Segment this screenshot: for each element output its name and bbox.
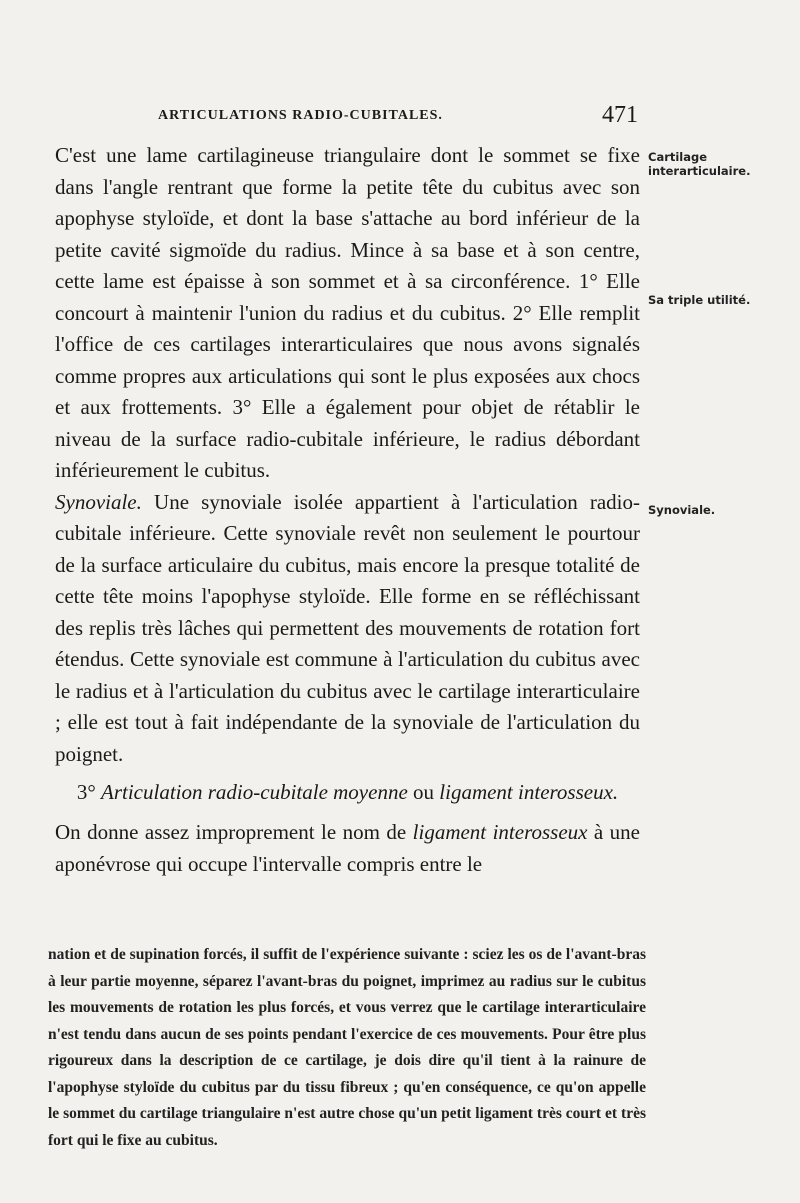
section-or: ou	[413, 780, 435, 804]
margin-note-triple: Sa triple utilité.	[648, 293, 751, 307]
page-header	[58, 104, 638, 130]
page-number: 471	[602, 102, 638, 128]
paragraph-cartilage: C'est une lame cartilagineuse triangulaire dont le sommet se fixe dans l'angle rentrant que forme la petite tête du cubitus avec son apophyse styloïde, et dont la base s'attache au bord inférieur de la petite cavité sigmoïde du radius. Mince à sa base et à son centre, cette lame est épaisse à son sommet et à sa circonférence. 1° Elle concourt à maintenir l'union du radius et du cubitus. 2° Elle remplit l'office de ces cartilages interarticulaires que nous avons signalés comme propres aux articulations qui sont le plus exposées aux chocs et aux frottements. 3° Elle a également pour objet de rétablir le niveau de la surface radio-cubitale inférieure, le radius débordant inférieurement le cubitus.	[55, 143, 640, 482]
main-text	[55, 140, 640, 880]
paragraph-interosseux	[55, 817, 640, 880]
footnote: nation et de supination forcés, il suffit de l'expérience suivante : sciez les os de l'avant-bras à leur partie moyenne, séparez l'avant-bras du poignet, imprimez au radius sur le cubitus les mouvements de rotation les plus forcés, et vous verrez que le cartilage interarticulaire n'est tendu dans aucun de ses points pendant l'exercice de ces mouvements. Pour être plus rigoureux dans la description de ce cartilage, je dois dire qu'il tient à la rainure de l'apophyse styloïde du cubitus par du tissu fibreux ; qu'en conséquence, ce qu'on appelle le sommet du cartilage triangulaire n'est autre chose qu'un petit ligament très court et très fort qui le fixe au cubitus.	[48, 946, 646, 1149]
section-title-part-b: ligament interosseux.	[439, 780, 619, 804]
interosseux-text-a: On donne assez improprement le nom de	[55, 820, 413, 844]
section-number: 3°	[76, 780, 96, 804]
running-title: ARTICULATIONS RADIO-CUBITALES.	[158, 108, 443, 123]
interosseux-text-b: à une aponévrose qui occupe l'intervalle compris entre le	[55, 820, 640, 876]
synoviale-heading: Synoviale.	[55, 489, 142, 514]
interosseux-term: ligament interosseux	[412, 820, 588, 844]
synoviale-text: Une synoviale isolée appartient à l'articulation radio-cubitale inférieure. Cette synoviale revêt non seulement le pourtour de la surface articulaire du cubitus, mais encore la presque totalité de cette tête moins l'apophyse styloïde. Elle forme en se réfléchissant des replis très lâches qui permettent des mouvements de rotation fort étendus. Cette synoviale est commune à l'articulation du cubitus avec le radius et à l'articulation du cubitus avec le cartilage interarticulaire ; elle est tout à fait indépendante de la synoviale de l'articulation du poignet.	[55, 489, 640, 766]
paragraph-synoviale	[55, 487, 640, 771]
margin-note-cartilage: Cartilage interarticulaire.	[648, 150, 751, 178]
section-heading	[55, 780, 640, 805]
section-title-part-a: Articulation radio-cubitale moyenne	[101, 780, 408, 804]
margin-note-synoviale: Synoviale.	[648, 503, 716, 517]
